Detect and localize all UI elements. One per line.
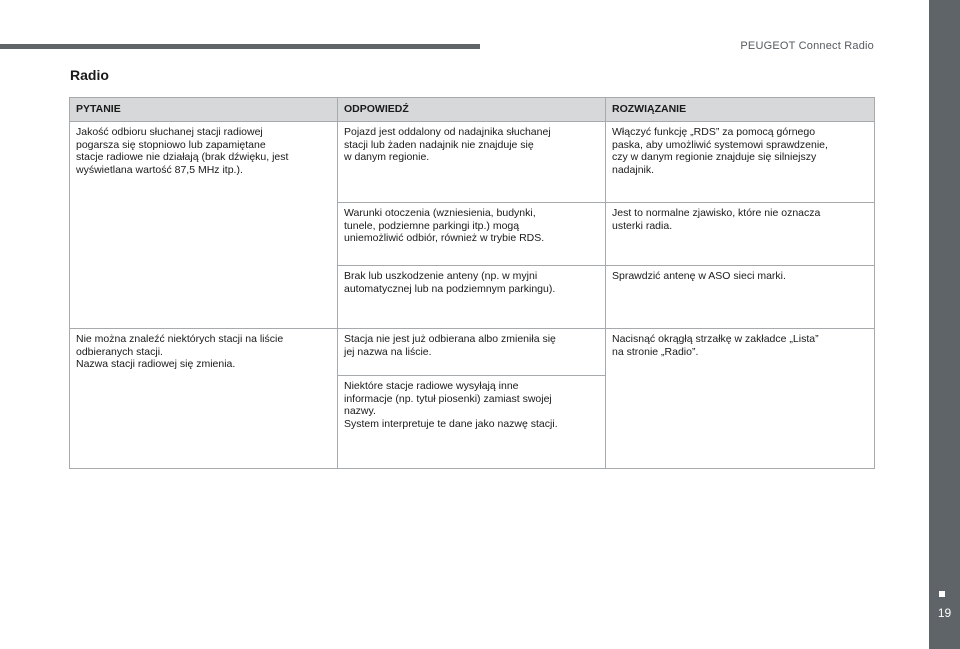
cell-line: odbieranych stacji. (76, 345, 163, 358)
table-header-row (70, 98, 875, 122)
answer-cell (338, 266, 606, 329)
solution-cell (606, 203, 875, 266)
cell-line: Nacisnąć okrągłą strzałkę w zakładce „Lista” (612, 333, 819, 345)
cell-line: w danym regionie. (344, 151, 430, 163)
section-title: Radio (70, 67, 109, 83)
cell-line: uniemożliwić odbiór, również w trybie RDS. (344, 232, 545, 244)
cell-line: na stronie „Radio”. (612, 345, 699, 358)
cell-line: pogarsza się stopniowo lub zapamiętane (76, 138, 266, 151)
cell-line: Nazwa stacji radiowej się zmienia. (76, 358, 236, 370)
answer-cell (338, 122, 606, 203)
column-header-solution: ROZWIĄZANIE (606, 98, 875, 122)
square-bullet-icon (939, 591, 945, 597)
cell-line: Brak lub uszkodzenie anteny (np. w myjni (344, 270, 538, 282)
header-rule (0, 44, 480, 49)
cell-line: Jest to normalne zjawisko, które nie oznacza (612, 207, 821, 219)
running-header: PEUGEOT Connect Radio (740, 40, 874, 52)
cell-line: Sprawdzić antenę w ASO sieci marki. (612, 270, 786, 282)
cell-line: nadajnik. (612, 163, 655, 176)
cell-line: usterki radia. (612, 219, 673, 232)
faq-table (69, 97, 875, 469)
question-cell (70, 329, 338, 469)
cell-line: wyświetlana wartość 87,5 MHz itp.). (76, 163, 243, 176)
table-row (70, 122, 875, 203)
cell-line: jej nazwa na liście. (344, 345, 432, 358)
cell-line: nazwy. (344, 405, 376, 417)
cell-line: stacji lub żaden nadajnik nie znajduje się (344, 138, 534, 151)
answer-cell (338, 329, 606, 376)
cell-line: Stacja nie jest już odbierana albo zmieniła się (344, 333, 556, 345)
cell-line: tunele, podziemne parkingi itp.) mogą (344, 219, 520, 232)
cell-line: Warunki otoczenia (wzniesienia, budynki, (344, 207, 536, 219)
column-header-answer: ODPOWIEDŹ (338, 98, 606, 122)
answer-cell (338, 203, 606, 266)
page-number: 19 (937, 606, 952, 620)
answer-cell (338, 376, 606, 469)
cell-line: stacje radiowe nie działają (brak dźwięku, jest (76, 151, 289, 163)
cell-line: automatycznej lub na podziemnym parkingu). (344, 282, 556, 295)
cell-line: informacje (np. tytuł piosenki) zamiast swojej (344, 392, 552, 405)
cell-line: paska, aby umożliwić systemowi sprawdzenie, (612, 138, 828, 151)
solution-cell (606, 266, 875, 329)
table-row (70, 329, 875, 376)
cell-line: Niektóre stacje radiowe wysyłają inne (344, 380, 519, 392)
cell-line: czy w danym regionie znajduje się silniejszy (612, 151, 817, 163)
cell-line: System interpretuje te dane jako nazwę stacji. (344, 417, 558, 430)
solution-cell (606, 122, 875, 203)
question-cell (70, 122, 338, 329)
page-side-band (929, 0, 960, 649)
solution-cell (606, 329, 875, 469)
cell-line: Włączyć funkcję „RDS” za pomocą górnego (612, 126, 816, 138)
cell-line: Nie można znaleźć niektórych stacji na liście (76, 333, 284, 345)
cell-line: Pojazd jest oddalony od nadajnika słuchanej (344, 126, 551, 138)
cell-line: Jakość odbioru słuchanej stacji radiowej (76, 126, 263, 138)
column-header-question: PYTANIE (70, 98, 338, 122)
